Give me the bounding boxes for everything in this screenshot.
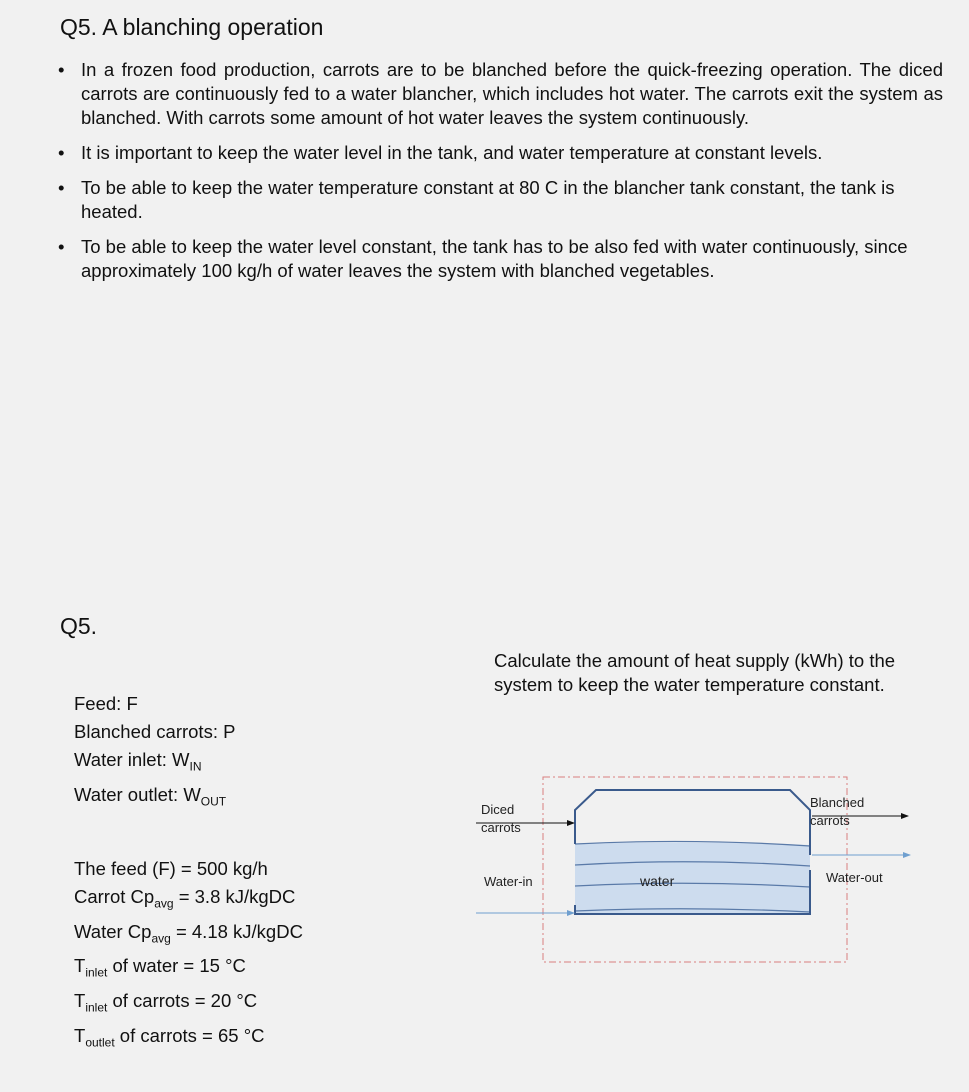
diced-carrots-label: Diced carrots — [481, 802, 521, 835]
slide-title: Q5. A blanching operation — [60, 14, 324, 40]
def-product: Blanched carrots: P — [74, 721, 236, 742]
subscript: inlet — [85, 1000, 108, 1015]
value: of water = 15 °C — [107, 955, 246, 977]
value: of carrots = 20 °C — [107, 990, 258, 1012]
bullet-item: • It is important to keep the water level in the tank, and water temperature at constant levels. — [58, 141, 943, 165]
value: = 3.8 kJ/kgDC — [173, 886, 296, 907]
value: = 4.18 kJ/kgDC — [170, 920, 303, 942]
water-in-label: Water-in — [484, 874, 533, 889]
subscript: IN — [189, 759, 202, 774]
label: T — [74, 1024, 86, 1046]
subscript: OUT — [200, 794, 227, 809]
blanched-carrots-label: Blanched carrots — [810, 795, 865, 828]
question-title: Q5. — [60, 613, 98, 639]
label: Water Cp — [74, 920, 152, 942]
label: Carrot Cp — [74, 886, 155, 907]
given-feed: The feed (F) = 500 kg/h — [74, 858, 268, 879]
subscript: inlet — [85, 966, 108, 981]
water-fill — [575, 842, 810, 913]
def-feed: Feed: F — [74, 693, 138, 714]
subscript: outlet — [85, 1035, 115, 1050]
label: T — [74, 990, 86, 1012]
label: Water outlet: W — [74, 783, 201, 805]
question-text: Calculate the amount of heat supply (kWh) to the system to keep the water temperature constant. — [494, 649, 896, 695]
value: of carrots = 65 °C — [114, 1024, 265, 1046]
water-out-label: Water-out — [826, 870, 883, 885]
subscript: avg — [154, 896, 174, 911]
bullet-item: • To be able to keep the water level constant, the tank has to be also fed with water continuously, since approximately 100 kg/h of water leaves the system with blanched vegetables. — [58, 235, 943, 283]
subscript: avg — [151, 931, 171, 946]
bullet-item: • In a frozen food production, carrots are to be blanched before the quick-freezing operation. The diced carrots are continuously fed to a water blancher, which includes hot water. The carrots exit the system as blanched. With carrots some amount of hot water leaves the system continuously. — [58, 58, 943, 130]
label: T — [74, 955, 86, 977]
bullet-item: • To be able to keep the water temperature constant at 80 C in the blancher tank constant, the tank is heated. — [58, 176, 943, 224]
label: Water inlet: W — [74, 749, 190, 770]
water-label: water — [640, 873, 675, 889]
